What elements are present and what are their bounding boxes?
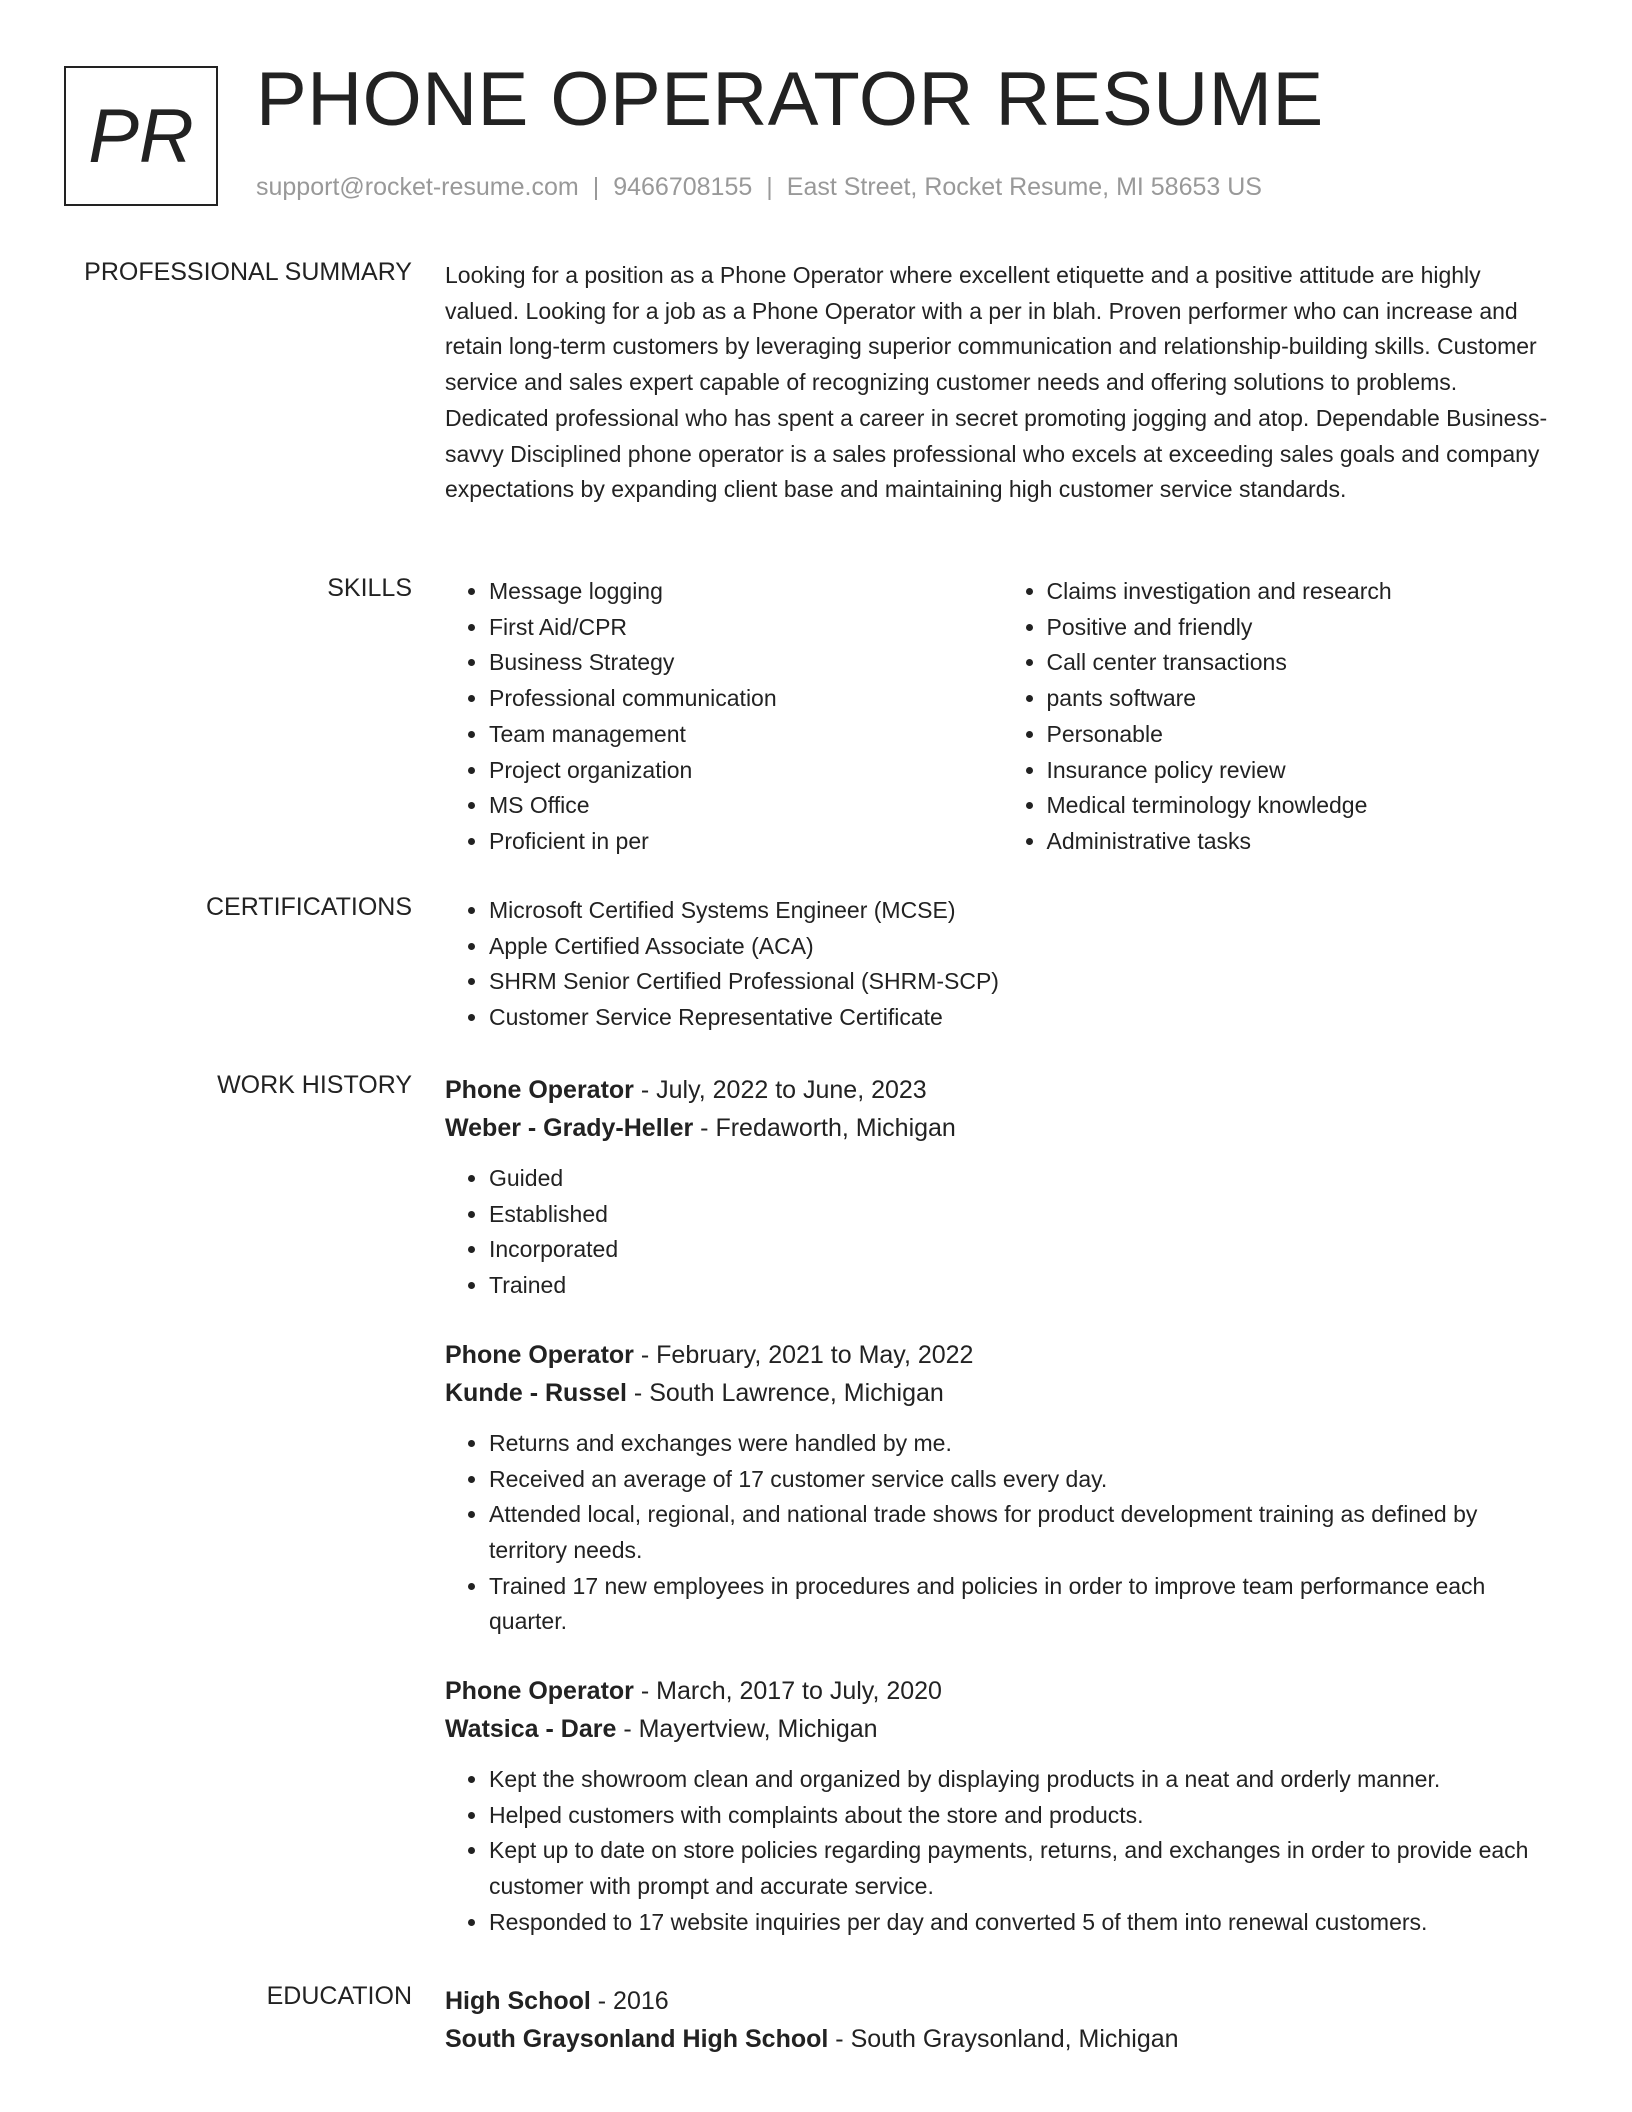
job-entry [445,1672,1560,1941]
skill-item: • Positive and friendly [1047,610,1561,646]
education-school-line [445,2020,1560,2058]
job-title: Phone Operator [445,1677,634,1706]
skill-item: • Team management [489,717,1003,753]
job-entry [445,1071,1560,1304]
job-company-line [445,1710,1560,1748]
summary-content [445,258,1560,508]
page-title: PHONE OPERATOR RESUME [256,57,1324,142]
skill-item: • Call center transactions [1047,645,1561,681]
education-content [445,1982,1560,2058]
job-company: Watsica - Dare [445,1715,617,1744]
contact-separator: | [592,173,600,201]
education-location: - South Graysonland, Michigan [828,2025,1179,2053]
certification-item: • Apple Certified Associate (ACA) [489,929,1560,965]
job-title-line [445,1336,1560,1374]
contact-separator: | [766,173,773,201]
job-bullet: • Kept up to date on store policies regarding payments, returns, and exchanges in order to provide each customer with prompt and accurate service. [489,1833,1560,1904]
job-bullet: • Helped customers with complaints about the store and products. [489,1798,1560,1834]
skills-content [445,574,1560,860]
certifications-content [445,893,1560,1036]
job-dates: - March, 2017 to July, 2020 [633,1677,942,1706]
job-title: Phone Operator [445,1076,634,1104]
skill-item: • Professional communication [489,681,1003,717]
section-label-education: EDUCATION [266,1982,412,2010]
certification-item: • SHRM Senior Certified Professional (SHRM-SCP) [489,964,1560,1000]
work-history-content [445,1071,1560,1941]
job-bullet: • Responded to 17 website inquiries per day and converted 5 of them into renewal customers. [489,1905,1560,1941]
job-title-line [445,1071,1560,1109]
job-bullet: • Guided [489,1161,1560,1197]
job-bullet: • Trained [489,1268,1560,1304]
job-company-line [445,1374,1560,1412]
section-label-certifications: CERTIFICATIONS [205,893,412,921]
certification-item: • Microsoft Certified Systems Engineer (MCSE) [489,893,1560,929]
contact-phone[interactable]: 9466708155 [613,173,753,201]
job-bullet: • Attended local, regional, and national trade shows for product development training as defined by territory needs. [489,1497,1560,1568]
education-school: South Graysonland High School [445,2025,829,2053]
certification-item: • Customer Service Representative Certificate [489,1000,1560,1036]
skill-item: • pants software [1047,681,1561,717]
job-title-line [445,1672,1560,1710]
skill-item: • Medical terminology knowledge [1047,788,1561,824]
job-company: Kunde - Russel [445,1378,627,1407]
job-bullet: • Incorporated [489,1232,1560,1268]
education-degree-line [445,1982,1560,2020]
job-bullets [445,1161,1560,1304]
section-label-skills: SKILLS [327,574,412,602]
section-label-work-history: WORK HISTORY [217,1071,412,1099]
job-location: - Fredaworth, Michigan [693,1114,956,1142]
job-entry [445,1336,1560,1640]
certifications-list [445,893,1560,1036]
job-dates: - July, 2022 to June, 2023 [633,1076,927,1104]
job-location: - Mayertview, Michigan [616,1715,878,1744]
job-bullet: • Established [489,1197,1560,1233]
skill-item: • First Aid/CPR [489,610,1003,646]
job-title: Phone Operator [445,1340,634,1369]
section-label-summary: PROFESSIONAL SUMMARY [84,258,412,286]
job-company-line [445,1109,1560,1147]
skill-item: • Proficient in per [489,824,1003,860]
skill-item: • Business Strategy [489,645,1003,681]
job-company: Weber - Grady-Heller [445,1114,694,1142]
education-year: - 2016 [590,1987,669,2015]
contact-address: East Street, Rocket Resume, MI 58653 US [786,173,1262,201]
skills-list-right [1003,574,1561,860]
skill-item: • Message logging [489,574,1003,610]
skill-item: • Claims investigation and research [1047,574,1561,610]
job-bullet: • Kept the showroom clean and organized by displaying products in a neat and orderly manner. [489,1762,1560,1798]
skill-item: • Insurance policy review [1047,753,1561,789]
contact-line [256,173,1262,202]
skill-item: • Project organization [489,753,1003,789]
education-degree: High School [445,1987,591,2015]
job-bullet: • Returns and exchanges were handled by me. [489,1426,1560,1462]
monogram: PR [64,66,218,206]
contact-email[interactable]: support@rocket-resume.com [256,173,579,201]
skill-item: • MS Office [489,788,1003,824]
job-location: - South Lawrence, Michigan [626,1378,944,1407]
skills-list-left [445,574,1003,860]
job-bullet: • Trained 17 new employees in procedures and policies in order to improve team performance each quarter. [489,1569,1560,1640]
job-bullets [445,1762,1560,1941]
summary-text: Looking for a position as a Phone Operator where excellent etiquette and a positive attitude are highly valued. Looking for a job as a Phone Operator with a per in blah. Proven performer who can increase and retain long-term customers by leveraging superior communication and relationship-building skills. Customer service and sales expert capable of recognizing customer needs and offering solutions to problems. Dedicated professional who has spent a career in secret promoting jogging and atop. Dependable Business-savvy Disciplined phone operator is a sales professional who excels at exceeding sales goals and company expectations by expanding client base and maintaining high customer service standards. [445,262,1548,503]
skill-item: • Personable [1047,717,1561,753]
job-bullet: • Received an average of 17 customer service calls every day. [489,1462,1560,1498]
skill-item: • Administrative tasks [1047,824,1561,860]
job-bullets [445,1426,1560,1640]
job-dates: - February, 2021 to May, 2022 [633,1340,974,1369]
